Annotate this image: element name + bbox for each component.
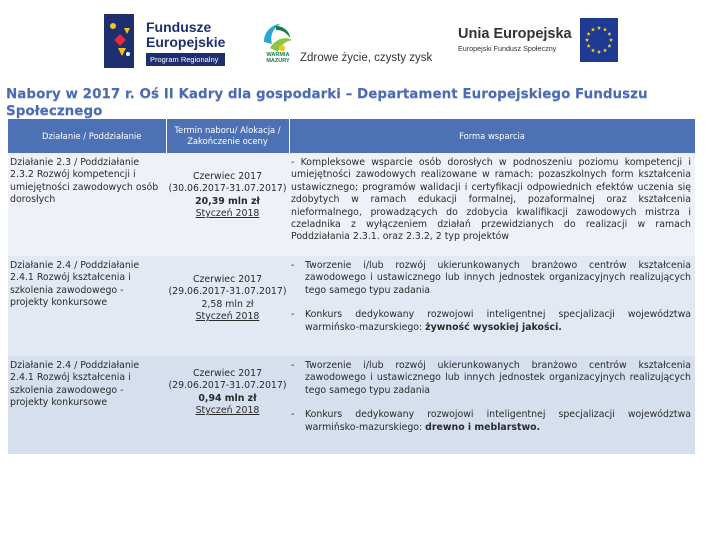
bullet-prefix: Konkurs dedykowany rozwojowi inteligentnej specjalizacji województwa warmińsko-mazurskiego: — [305, 409, 691, 433]
header-support: Forma wsparcia — [289, 119, 695, 153]
nabory-table — [8, 119, 696, 454]
term-month: Czerwiec 2017 — [192, 171, 263, 182]
allocation: 0,94 mln zł — [198, 392, 257, 404]
header-action: Działanie / Poddziałanie — [8, 119, 166, 153]
bullet-highlight: drewno i meblarstwo. — [425, 421, 541, 433]
table-row — [8, 153, 695, 256]
action-cell: Działanie 2.4 / Poddziałanie 2.4.1 Rozwój kształcenia i szkolenia zawodowego - projekty konkursowe — [8, 356, 166, 454]
warmia-mazury-caption — [256, 52, 300, 64]
table-header-row — [8, 119, 695, 153]
term-cell — [166, 356, 289, 454]
allocation: 2,58 mln zł — [201, 298, 254, 310]
term-dates: (29.06.2017-31.07.2017) — [168, 380, 287, 392]
term-cell — [166, 256, 289, 356]
bullet-dash: - — [291, 260, 295, 271]
action-cell: Działanie 2.4 / Poddziałanie 2.4.1 Rozwój kształcenia i szkolenia zawodowego - projekty konkursowe — [8, 256, 166, 356]
bullet-text — [305, 309, 691, 334]
evaluation-end: Styczeń 2018 — [195, 208, 260, 220]
support-cell — [289, 356, 695, 454]
warmia-caption: WARMIA — [266, 52, 290, 58]
fe-line2: Europejskie — [146, 34, 226, 50]
bullet-prefix: Konkurs dedykowany rozwojowi inteligentnej specjalizacji województwa warmińsko-mazurskiego: — [305, 309, 691, 333]
action-cell: Działanie 2.3 / Poddziałanie 2.3.2 Rozwój kompetencji i umiejętności zawodowych osób dorosłych — [8, 153, 166, 256]
term-month: Czerwiec 2017 — [192, 274, 263, 285]
fundusze-europejskie-logo — [104, 14, 234, 70]
bullet-highlight: żywność wysokiej jakości. — [425, 321, 562, 333]
bullet-dash: - — [291, 409, 295, 421]
bullet-dash: - — [291, 309, 295, 321]
eu-flag-icon — [580, 18, 618, 62]
fe-program: Program Regionalny — [146, 53, 225, 66]
support-bullet — [291, 260, 691, 297]
ue-line2: Europejski Fundusz Społeczny — [458, 44, 557, 53]
support-cell — [289, 256, 695, 356]
support-bullet — [291, 360, 691, 397]
support-bullet — [291, 409, 691, 434]
slogan: Zdrowe życie, czysty zysk — [300, 52, 433, 64]
page-title: Nabory w 2017 r. Oś II Kadry dla gospodarki – Departament Europejskiego Funduszu Społecznego — [6, 86, 648, 119]
fundusze-europejskie-text — [146, 20, 225, 66]
evaluation-end: Styczeń 2018 — [195, 405, 260, 417]
support-bullet — [291, 309, 691, 334]
table-row — [8, 256, 695, 356]
fe-line1: Fundusze — [146, 19, 212, 35]
bullet-text: Tworzenie i/lub rozwój ukierunkowanych branżowo centrów kształcenia zawodowego i ustawicznego lub innych jednostek organizacyjnych realizujących tego samego typu zadania — [305, 260, 691, 296]
bullet-dash: - — [291, 360, 295, 371]
logo-bar — [0, 0, 720, 78]
header-term: Termin naboru/ Alokacja / Zakończenie oceny — [166, 119, 289, 153]
table-row — [8, 356, 695, 454]
allocation: 20,39 mln zł — [195, 195, 260, 207]
mazury-caption: MAZURY — [266, 58, 290, 64]
evaluation-end: Styczeń 2018 — [195, 311, 260, 323]
term-dates: (29.06.2017-31.07.2017) — [168, 286, 287, 298]
term-month: Czerwiec 2017 — [192, 368, 263, 379]
ue-line1: Unia Europejska — [458, 26, 572, 42]
fundusze-europejskie-logo-mark — [104, 14, 142, 68]
unia-europejska-text — [458, 26, 572, 53]
bullet-text — [305, 409, 691, 434]
term-dates: (30.06.2017-31.07.2017) — [168, 183, 287, 195]
term-cell — [166, 153, 289, 256]
bullet-text: Tworzenie i/lub rozwój ukierunkowanych branżowo centrów kształcenia zawodowego i ustawicznego lub innych jednostek organizacyjnych realizujących tego samego typu zadania — [305, 360, 691, 396]
support-cell: - Kompleksowe wsparcie osób dorosłych w podnoszeniu poziomu kompetencji i umiejętności zawodowych realizowane w ramach: pozaszkolnych form kształcenia ustawicznego; programów walidacji i certyfikacji odpowiednich efektów uczenia się zdobytych w ramach edukacji formalnej, pozaformalnej oraz kształcenia nieformalnego, prowadzących do zdobycia kwalifikacji zawodowych mistrza i czeladnika z wyłączeniem działań przewidzianych do realizacji w ramach Poddziałania 2.3.1. oraz 2.3.2, 2 typ projektów — [289, 153, 695, 256]
